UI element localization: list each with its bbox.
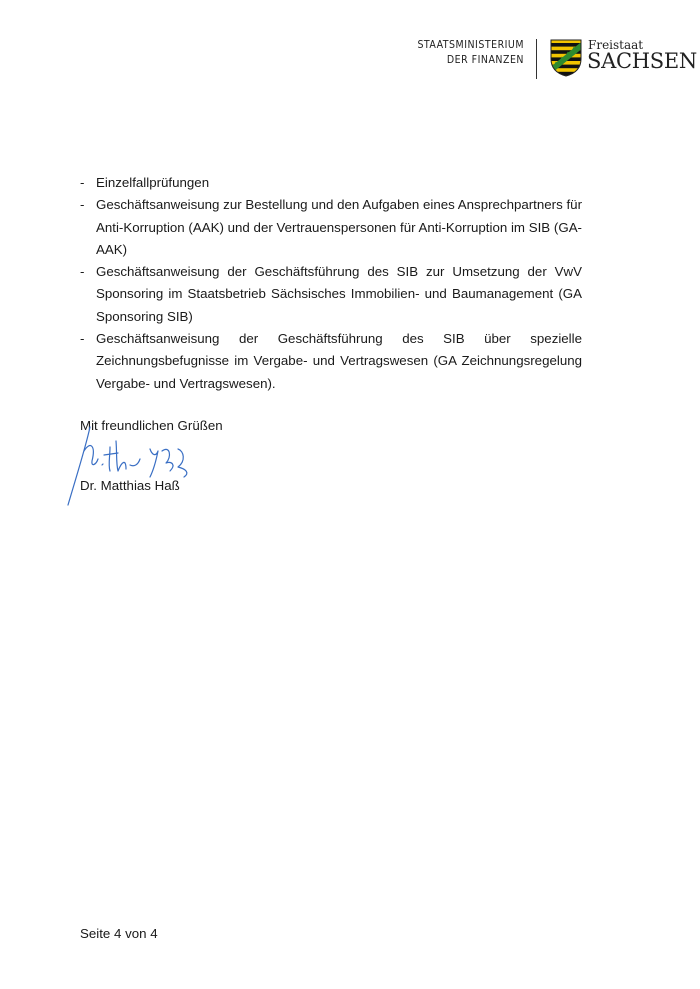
ministry-name xyxy=(417,38,524,68)
list-dash: - xyxy=(80,331,85,347)
handwritten-signature-icon xyxy=(60,421,210,513)
letterhead xyxy=(0,38,700,82)
list-item xyxy=(80,194,582,261)
list-dash: - xyxy=(80,175,85,190)
list-item xyxy=(80,261,582,328)
list-dash: - xyxy=(80,264,85,280)
state-label-small: Freistaat xyxy=(588,38,644,52)
closing-greeting: Mit freundlichen Grüßen xyxy=(80,418,223,433)
ministry-line-2: DER FINANZEN xyxy=(446,54,524,66)
ministry-line-1: STAATSMINISTERIUM xyxy=(417,39,524,51)
state-label-large: SACHSEN xyxy=(587,49,697,73)
list-dash: - xyxy=(80,197,85,213)
regulation-list xyxy=(80,172,582,395)
list-item xyxy=(80,172,582,194)
letter-body xyxy=(80,172,582,395)
list-item-text: Geschäftsanweisung der Geschäftsführung des SIB über spezielle Zeichnungsbefugnisse im Vergabe- und Vertragswesen (GA Zeichnungsregelung Vergabe- und Vertragswesen). xyxy=(96,331,582,391)
page-number: Seite 4 von 4 xyxy=(80,926,158,941)
list-item-text: Geschäftsanweisung der Geschäftsführung des SIB zur Umsetzung der VwV Sponsoring im Staatsbetrieb Sächsisches Immobilien- und Baumanagement (GA Sponsoring SIB) xyxy=(96,264,582,324)
header-divider xyxy=(536,39,537,79)
list-item xyxy=(80,328,582,395)
saxony-coat-of-arms-icon xyxy=(550,39,582,77)
signer-name: Dr. Matthias Haß xyxy=(80,478,180,493)
list-item-text: Einzelfallprüfungen xyxy=(96,175,210,190)
list-item-text: Geschäftsanweisung zur Bestellung und den Aufgaben eines Ansprechpartners für Anti-Korruption (AAK) und der Vertrauenspersonen für Anti-Korruption im SIB (GA-AAK) xyxy=(96,197,582,257)
